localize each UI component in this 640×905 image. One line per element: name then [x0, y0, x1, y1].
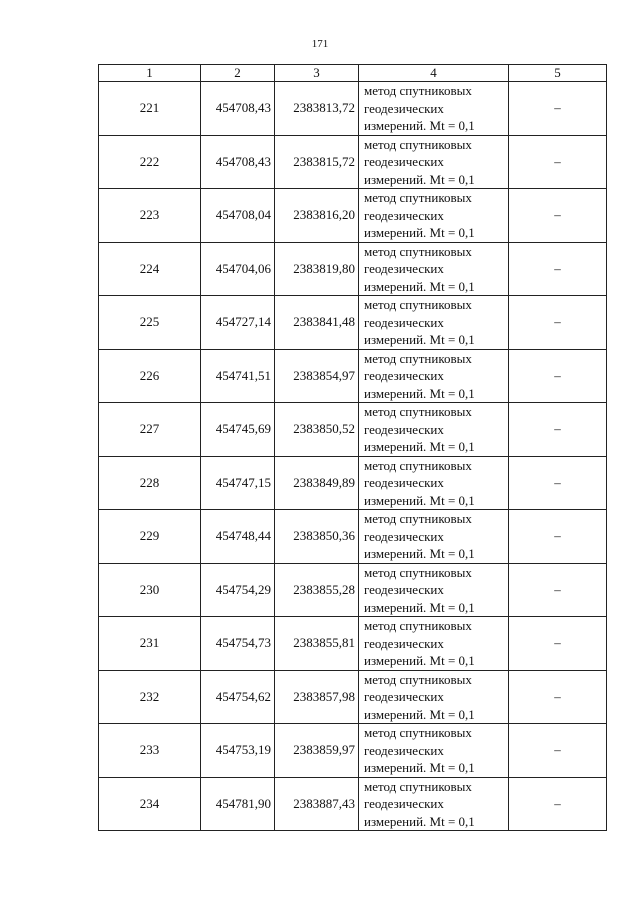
point-number-cell: 233	[99, 724, 201, 778]
method-line: метод спутниковых	[364, 671, 472, 687]
point-number-cell: 229	[99, 510, 201, 564]
point-number-cell: 226	[99, 349, 201, 403]
method-line: метод спутниковых	[364, 564, 472, 580]
method-cell	[359, 510, 509, 564]
y-coordinate-cell: 2383819,80	[275, 242, 359, 296]
header-col-3: 3	[275, 65, 359, 82]
y-coordinate-cell: 2383859,97	[275, 724, 359, 778]
y-coordinate-cell: 2383816,20	[275, 189, 359, 243]
method-line: метод спутниковых	[364, 778, 472, 794]
header-col-5: 5	[509, 65, 607, 82]
method-line: измерений. Mt = 0,1	[364, 332, 475, 347]
table-row	[99, 403, 607, 457]
point-number-cell: 221	[99, 82, 201, 136]
header-col-4: 4	[359, 65, 509, 82]
table-row	[99, 82, 607, 136]
note-cell: –	[509, 349, 607, 403]
x-coordinate-cell: 454704,06	[201, 242, 275, 296]
method-line: измерений. Mt = 0,1	[364, 546, 475, 561]
method-cell	[359, 617, 509, 671]
x-coordinate-cell: 454747,15	[201, 456, 275, 510]
method-line: геодезических	[364, 314, 444, 330]
note-cell: –	[509, 189, 607, 243]
header-col-2: 2	[201, 65, 275, 82]
table-header	[99, 65, 607, 82]
method-line: измерений. Mt = 0,1	[364, 653, 475, 668]
point-number-cell: 232	[99, 670, 201, 724]
note-cell: –	[509, 456, 607, 510]
method-line: метод спутниковых	[364, 618, 472, 633]
method-line: метод спутниковых	[364, 297, 472, 312]
y-coordinate-cell: 2383855,81	[275, 617, 359, 671]
table-row	[99, 777, 607, 831]
point-number-cell: 223	[99, 189, 201, 243]
method-line: геодезических	[364, 528, 444, 544]
note-cell: –	[509, 82, 607, 136]
method-cell	[359, 563, 509, 617]
method-line: геодезических	[364, 421, 444, 437]
method-cell	[359, 349, 509, 403]
y-coordinate-cell: 2383841,48	[275, 296, 359, 350]
x-coordinate-cell: 454745,69	[201, 403, 275, 457]
method-line: измерений. Mt = 0,1	[364, 225, 475, 240]
point-number-cell: 224	[99, 242, 201, 296]
point-number-cell: 227	[99, 403, 201, 457]
table-row	[99, 189, 607, 243]
y-coordinate-cell: 2383815,72	[275, 135, 359, 189]
method-line: измерений. Mt = 0,1	[364, 385, 475, 401]
note-cell: –	[509, 617, 607, 671]
x-coordinate-cell: 454754,62	[201, 670, 275, 724]
page-number: 171	[311, 38, 329, 50]
table-row	[99, 242, 607, 296]
table-row	[99, 724, 607, 778]
method-cell	[359, 242, 509, 296]
method-line: метод спутниковых	[364, 83, 472, 98]
method-line: метод спутниковых	[364, 136, 472, 152]
method-line: измерений. Mt = 0,1	[364, 118, 475, 133]
method-line: измерений. Mt = 0,1	[364, 439, 475, 454]
x-coordinate-cell: 454753,19	[201, 724, 275, 778]
method-line: метод спутниковых	[364, 190, 472, 205]
method-line: геодезических	[364, 154, 444, 169]
method-cell	[359, 135, 509, 189]
note-cell: –	[509, 777, 607, 831]
y-coordinate-cell: 2383850,52	[275, 403, 359, 457]
note-cell: –	[509, 670, 607, 724]
method-line: геодезических	[364, 368, 444, 383]
y-coordinate-cell: 2383857,98	[275, 670, 359, 724]
method-line: геодезических	[364, 796, 444, 811]
method-line: измерений. Mt = 0,1	[364, 599, 475, 615]
y-coordinate-cell: 2383813,72	[275, 82, 359, 136]
point-number-cell: 225	[99, 296, 201, 350]
method-line: геодезических	[364, 689, 444, 704]
method-line: метод спутниковых	[364, 404, 472, 419]
note-cell: –	[509, 242, 607, 296]
note-cell: –	[509, 296, 607, 350]
method-line: геодезических	[364, 582, 444, 597]
table-row	[99, 510, 607, 564]
x-coordinate-cell: 454754,73	[201, 617, 275, 671]
table-row	[99, 135, 607, 189]
y-coordinate-cell: 2383849,89	[275, 456, 359, 510]
coordinates-table	[98, 64, 607, 831]
table-row	[99, 563, 607, 617]
note-cell: –	[509, 135, 607, 189]
method-line: геодезических	[364, 100, 444, 116]
method-line: измерений. Mt = 0,1	[364, 813, 475, 829]
note-cell: –	[509, 724, 607, 778]
method-line: измерений. Mt = 0,1	[364, 492, 475, 508]
method-line: метод спутниковых	[364, 725, 472, 740]
method-line: геодезических	[364, 207, 444, 223]
table-row	[99, 296, 607, 350]
point-number-cell: 231	[99, 617, 201, 671]
method-cell	[359, 456, 509, 510]
header-col-1: 1	[99, 65, 201, 82]
table-row	[99, 617, 607, 671]
method-cell	[359, 724, 509, 778]
x-coordinate-cell: 454708,43	[201, 82, 275, 136]
x-coordinate-cell: 454741,51	[201, 349, 275, 403]
note-cell: –	[509, 563, 607, 617]
method-cell	[359, 777, 509, 831]
method-cell	[359, 82, 509, 136]
table-body	[99, 82, 607, 831]
y-coordinate-cell: 2383887,43	[275, 777, 359, 831]
table-row	[99, 456, 607, 510]
point-number-cell: 222	[99, 135, 201, 189]
y-coordinate-cell: 2383854,97	[275, 349, 359, 403]
table-row	[99, 670, 607, 724]
x-coordinate-cell: 454708,43	[201, 135, 275, 189]
y-coordinate-cell: 2383850,36	[275, 510, 359, 564]
method-line: геодезических	[364, 475, 444, 490]
x-coordinate-cell: 454727,14	[201, 296, 275, 350]
header-row	[99, 65, 607, 82]
method-line: измерений. Mt = 0,1	[364, 278, 475, 294]
method-line: геодезических	[364, 261, 444, 276]
point-number-cell: 230	[99, 563, 201, 617]
method-line: метод спутниковых	[364, 243, 472, 259]
method-line: метод спутниковых	[364, 350, 472, 366]
table-row	[99, 349, 607, 403]
method-line: геодезических	[364, 742, 444, 758]
x-coordinate-cell: 454708,04	[201, 189, 275, 243]
method-cell	[359, 403, 509, 457]
x-coordinate-cell: 454781,90	[201, 777, 275, 831]
method-cell	[359, 670, 509, 724]
method-cell	[359, 296, 509, 350]
method-cell	[359, 189, 509, 243]
y-coordinate-cell: 2383855,28	[275, 563, 359, 617]
x-coordinate-cell: 454748,44	[201, 510, 275, 564]
point-number-cell: 228	[99, 456, 201, 510]
method-line: метод спутниковых	[364, 457, 472, 473]
note-cell: –	[509, 403, 607, 457]
method-line: измерений. Mt = 0,1	[364, 760, 475, 775]
method-line: измерений. Mt = 0,1	[364, 171, 475, 187]
note-cell: –	[509, 510, 607, 564]
point-number-cell: 234	[99, 777, 201, 831]
method-line: измерений. Mt = 0,1	[364, 706, 475, 722]
method-line: геодезических	[364, 635, 444, 651]
method-line: метод спутниковых	[364, 511, 472, 526]
x-coordinate-cell: 454754,29	[201, 563, 275, 617]
